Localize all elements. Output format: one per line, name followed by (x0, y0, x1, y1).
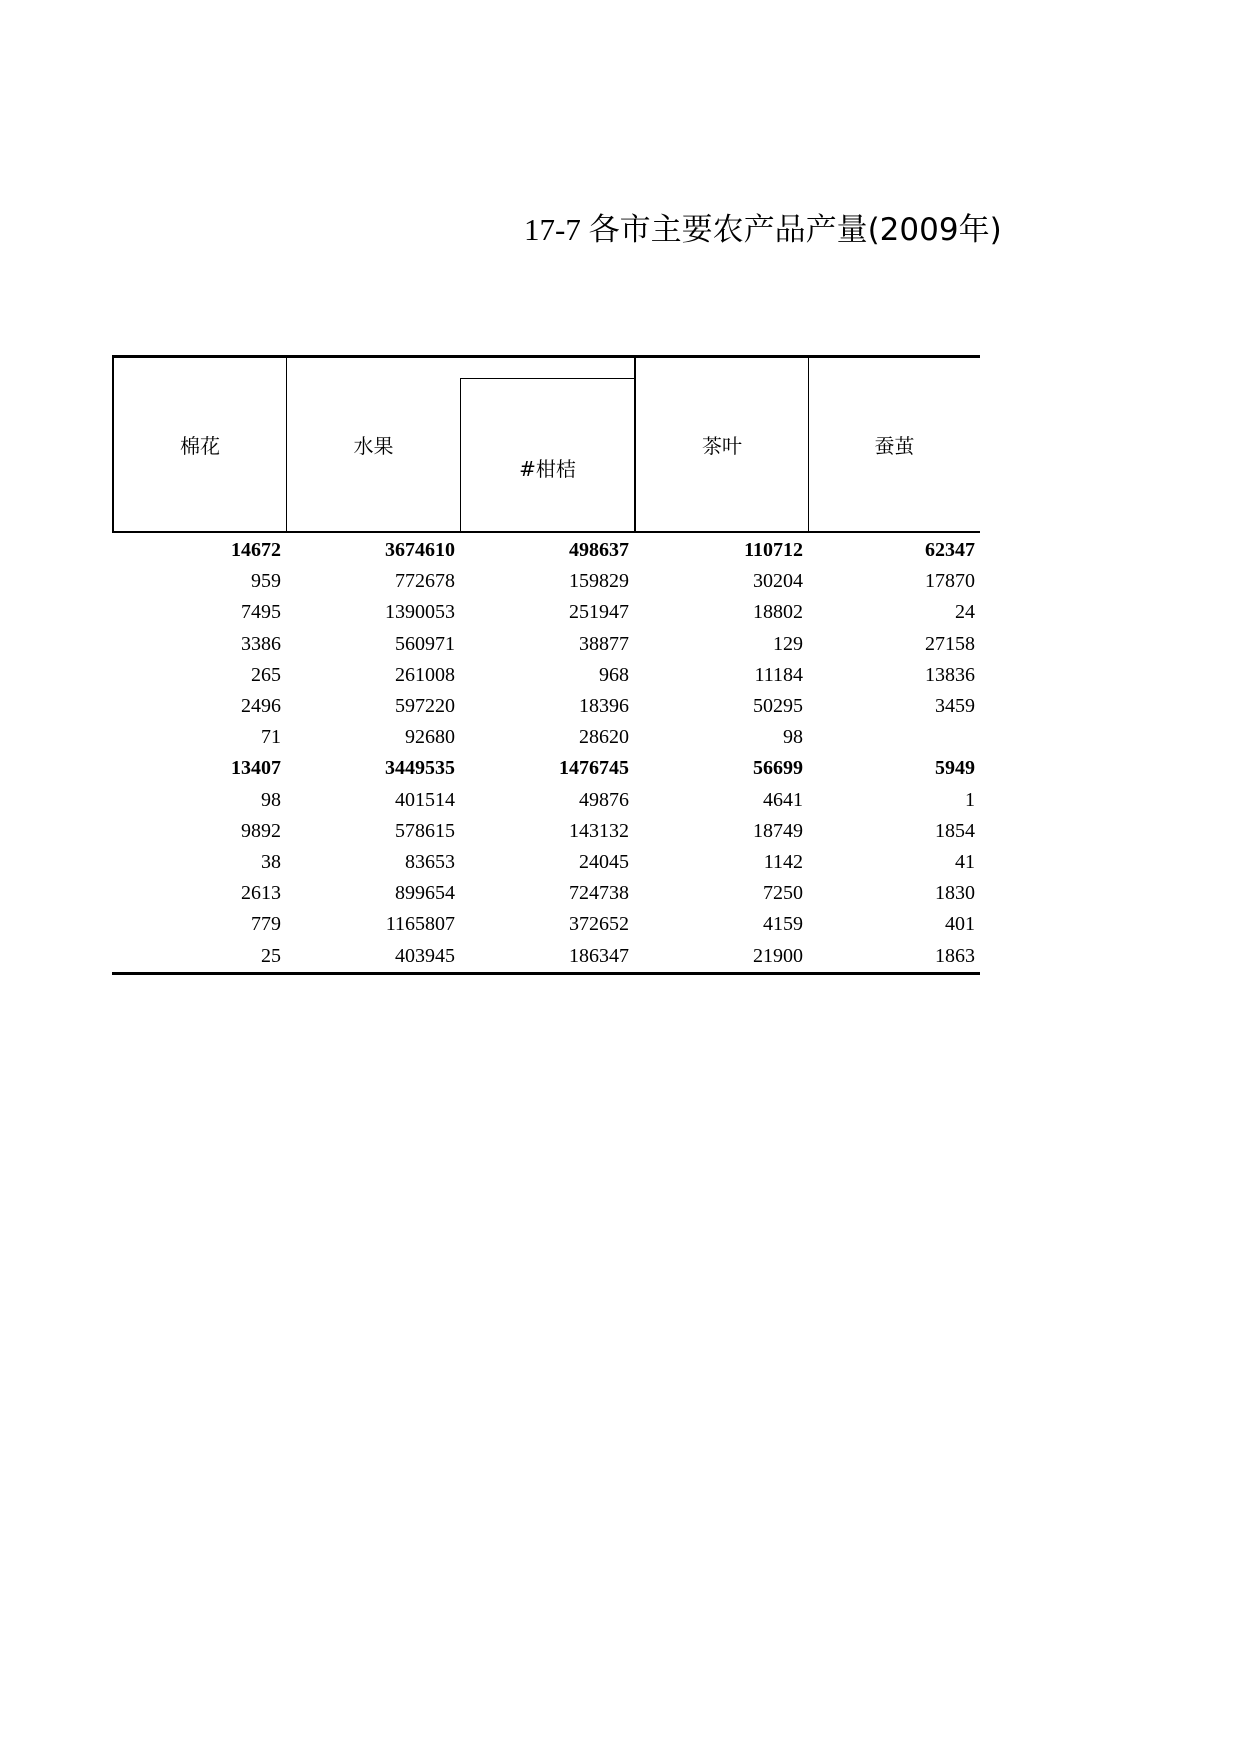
table-cell: 959 (251, 570, 281, 593)
table-cell: 13836 (925, 663, 975, 686)
table-cell: 7495 (241, 601, 281, 624)
table-row (112, 535, 980, 566)
table-cell: 21900 (753, 944, 803, 967)
table-cell: 28620 (579, 726, 629, 749)
table-cell: 1165807 (385, 913, 455, 936)
table-row (112, 909, 980, 940)
table-cell: 129 (773, 632, 803, 655)
table-cell: 1476745 (559, 757, 629, 780)
table-cell: 597220 (395, 695, 455, 718)
table-cell: 2496 (241, 695, 281, 718)
table-row (112, 785, 980, 816)
header-cotton: 棉花 (112, 358, 286, 531)
table-row (112, 722, 980, 753)
table-cell: 50295 (753, 695, 803, 718)
table-cell: 261008 (395, 663, 455, 686)
table-cell: 18749 (753, 819, 803, 842)
table-header (112, 355, 980, 533)
table-row (112, 940, 980, 971)
table-cell: 98 (261, 788, 281, 811)
table-cell: 30204 (753, 570, 803, 593)
table-cell: 49876 (579, 788, 629, 811)
table-cell: 71 (261, 726, 281, 749)
table-cell: 403945 (395, 944, 455, 967)
table-cell: 372652 (569, 913, 629, 936)
table-cell: 11184 (754, 663, 803, 686)
table-cell: 92680 (405, 726, 455, 749)
table-cell: 27158 (925, 632, 975, 655)
table-cell: 251947 (569, 601, 629, 624)
table-cell: 18802 (753, 601, 803, 624)
table-cell: 724738 (569, 882, 629, 905)
table-cell: 5949 (935, 757, 975, 780)
table-cell: 265 (251, 663, 281, 686)
table-cell: 1390053 (385, 601, 455, 624)
table-cell: 4159 (763, 913, 803, 936)
title-prefix: 17-7 (524, 212, 589, 247)
table-row (112, 660, 980, 691)
table-row (112, 847, 980, 878)
table-cell: 17870 (925, 570, 975, 593)
table-cell: 578615 (395, 819, 455, 842)
table-cell: 560971 (395, 632, 455, 655)
table-row (112, 878, 980, 909)
header-fruit: 水果 (286, 358, 460, 531)
table-row (112, 566, 980, 597)
table-cell: 14672 (231, 539, 281, 562)
table-cell: 159829 (569, 570, 629, 593)
table-cell: 3449535 (385, 757, 455, 780)
table-cell: 401 (945, 913, 975, 936)
table-cell: 1854 (935, 819, 975, 842)
table-cell: 186347 (569, 944, 629, 967)
table-cell: 41 (955, 850, 975, 873)
table-row (112, 816, 980, 847)
table-cell: 1142 (763, 850, 803, 873)
table-cell: 1830 (935, 882, 975, 905)
table-row (112, 629, 980, 660)
header-tea: 茶叶 (634, 358, 808, 531)
table-cell: 7250 (763, 882, 803, 905)
table-cell: 98 (783, 726, 803, 749)
data-table (112, 355, 980, 975)
table-row (112, 691, 980, 722)
table-cell: 13407 (231, 757, 281, 780)
table-cell: 4641 (763, 788, 803, 811)
table-cell: 143132 (569, 819, 629, 842)
table-cell: 899654 (395, 882, 455, 905)
table-cell: 62347 (925, 539, 975, 562)
table-cell: 2613 (241, 882, 281, 905)
table-cell: 1863 (935, 944, 975, 967)
table-cell: 24 (955, 601, 975, 624)
table-cell: 56699 (753, 757, 803, 780)
header-silkworm-cocoon: 蚕茧 (808, 358, 980, 531)
header-citrus: #柑桔 (460, 378, 634, 531)
table-cell: 38877 (579, 632, 629, 655)
page-title (524, 210, 1002, 250)
table-cell: 18396 (579, 695, 629, 718)
table-cell: 9892 (241, 819, 281, 842)
table-cell: 110712 (744, 539, 803, 562)
table-cell: 83653 (405, 850, 455, 873)
table-cell: 1 (965, 788, 975, 811)
table-row (112, 597, 980, 628)
table-cell: 3386 (241, 632, 281, 655)
table-cell: 772678 (395, 570, 455, 593)
table-cell: 968 (599, 663, 629, 686)
table-cell: 3459 (935, 695, 975, 718)
table-cell: 25 (261, 944, 281, 967)
title-main: 各市主要农产品产量(2009年) (588, 212, 1002, 248)
table-cell: 38 (261, 850, 281, 873)
table-body (112, 533, 980, 975)
table-cell: 498637 (569, 539, 629, 562)
table-cell: 401514 (395, 788, 455, 811)
table-cell: 3674610 (385, 539, 455, 562)
table-row (112, 753, 980, 784)
table-cell: 779 (251, 913, 281, 936)
table-cell: 24045 (579, 850, 629, 873)
